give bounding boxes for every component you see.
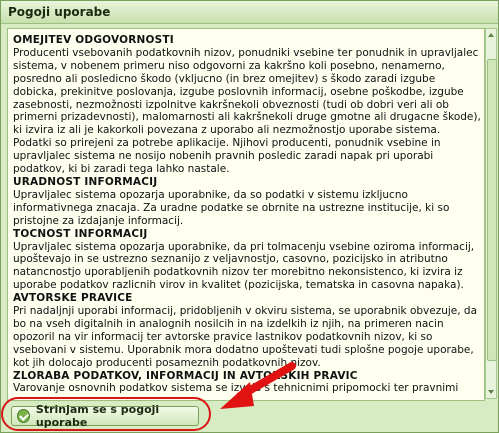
scroll-thumb[interactable] [487, 59, 497, 361]
agree-button-label: Strinjam se s pogoji uporabe [35, 403, 160, 429]
agree-button[interactable] [11, 403, 199, 429]
terms-content [7, 28, 485, 401]
section-heading: TOCNOST INFORMACIJ [13, 227, 148, 240]
section-accuracy [13, 228, 481, 293]
chevron-up-icon [488, 33, 494, 37]
section-heading: ZLORABA PODATKOV, INFORMACIJ IN AVTORSKIH PRAVIC [13, 369, 358, 382]
section-text: Varovanje osnovnih podatkov sistema se s tehnicnimi pripomocki ter pravnimi [13, 382, 459, 395]
section-text: Producenti vsebovanih podatkovnih nizov, ponudniki vsebine ter ponudnik in upravljalec sistema, v nobenem primeru niso odgovorni za kakršno koli posebno, nenamerno, posredno ali posledicno škodo (vkljucno (in brez omejitev) s škodo zaradi izgube dobicka, prekinitve poslovanja, izgube poslovnih informacij, osebne poškodbe, izgube zasebnosti, nezmožnosti izpolnitve kakršnekoli obveznosti (tudi ob dobri veri ali ob primerni prizadevnosti), malomarnosti ali kakršnekoli druge gmotne ali drugacne škode), ki izvira iz ali je kakorkoli povezana z uporabo ali nezmožnostjo uporabe sistema. Podatki so prirejeni za potrebe aplikacije. Njihovi producenti, ponudnik vsebine in upravljalec sistema ne nosijo nobenih pravnih posledic zaradi napak pri uporabi podatkov, ki bi zaradi tega lahko nastale. [13, 46, 481, 176]
check-icon [17, 409, 30, 423]
title-bar [1, 1, 498, 24]
window-title: Pogoji uporabe [8, 5, 111, 19]
scroll-up-button[interactable] [486, 29, 496, 41]
scroll-down-button[interactable] [486, 386, 496, 398]
chevron-down-icon [488, 390, 494, 394]
section-heading: OMEJITEV ODGOVORNOSTI [13, 34, 174, 46]
section-text: Pri nadaljnji uporabi informacij, pridobljenih v okviru sistema, se uporabnik obvezuje, da bo na vseh digitalnih in analognih nosilcih in na izdelkih iz njih, na primeren nacin opozoril na vir informacij ter avtorske pravice lastnikov podatkovnih nizov, ki so vsebovani v sistemu. Uporabnik mora dodatno upoštevati tudi splošne pogoje uporabe, kot jih dolocajo producenti posameznih podatkovnih nizov. [13, 305, 478, 369]
section-text: Upravljalec sistema opozarja uporabnike, da so podatki v sistemu izkljucno informativnega znacaja. Za uradne podatke se obrnite na ustrezne institucije, ki so pristojne za izdajanje informacij. [13, 188, 450, 227]
section-officialness [13, 176, 481, 228]
red-arrow-icon [210, 360, 300, 420]
section-copyright [13, 292, 481, 369]
section-heading: URADNOST INFORMACIJ [13, 175, 158, 188]
terms-text [13, 34, 481, 396]
section-heading: AVTORSKE PRAVICE [13, 292, 133, 305]
section-liability [13, 34, 481, 176]
vertical-scrollbar[interactable] [485, 28, 497, 399]
button-highlight-ring [1, 397, 211, 431]
section-text: Upravljalec sistema opozarja uporabnike, da pri tolmacenju vsebine oziroma informacij, upoštevajo in se ustrezno seznanijo z veljavnostjo, casovno, pozicijsko in atributno natancnostjo uporabljenih podatkovnih nizov ter morebitno nekonsistenco, ki izvira iz uporabe podatkov razlicnih virov in kvalitet (pozicijska, tematska in casovna napaka). [13, 240, 475, 292]
